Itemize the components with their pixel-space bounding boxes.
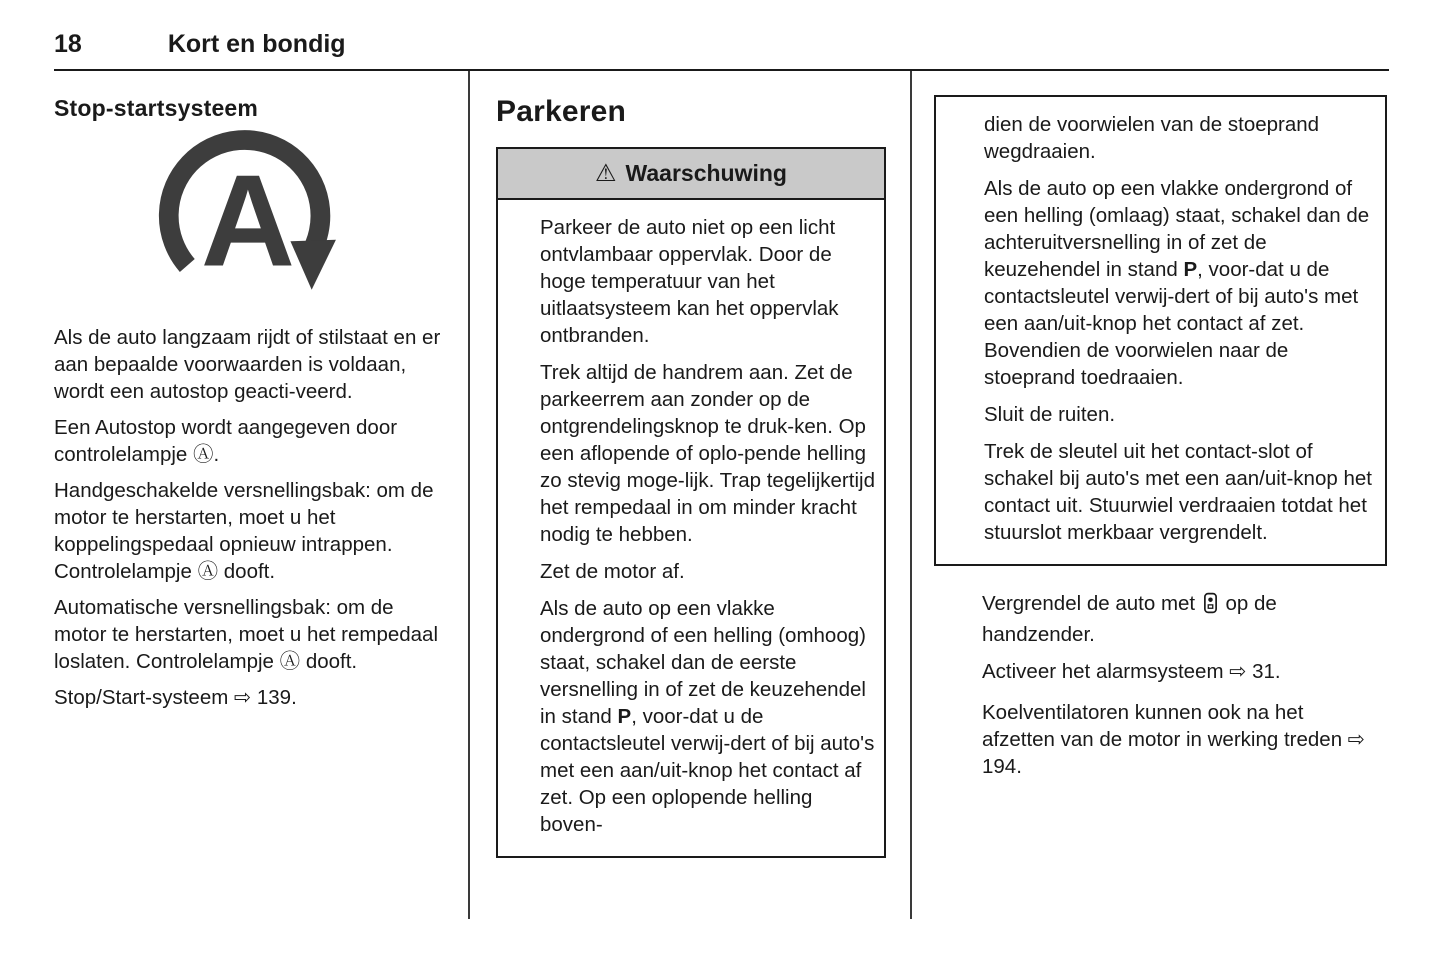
warning-bullet-text: Trek altijd de handrem aan. Zet de parkeerrem aan zonder op de ontgrendelingsknop te druk-ken. Op een aflopende of oplo-pende helling zo stevig moge-lijk. Trap tegelijkertijd het rempedaal in om minder kracht nodig te hebben. <box>540 361 875 546</box>
lock-bullet-text <box>982 590 1371 648</box>
text-fragment: , voor-dat u de contactsleutel verwij-dert of bij auto's met een aan/uit-knop het contact af zet. Op een oplopende helling boven- <box>540 705 875 836</box>
bullet-marker <box>936 401 984 428</box>
warning-bullet-text: Trek de sleutel uit het contact-slot of schakel bij auto's met een aan/uit-knop het contact uit. Stuurwiel verdraaien totdat het stuurslot merkbaar vergrendelt. <box>984 440 1372 544</box>
warning-text <box>984 175 1373 391</box>
warning-bullet <box>504 595 876 838</box>
bullet-marker <box>504 359 540 548</box>
bullet-marker <box>504 595 540 838</box>
paragraph: Als de auto langzaam rijdt of stilstaat en er aan bepaalde voorwaarden is voldaan, wordt een autostop geacti-veerd. <box>54 326 441 403</box>
section-heading-stop-start: Stop-startsysteem <box>54 95 259 121</box>
autostop-icon-svg <box>112 129 390 311</box>
bullet-marker <box>936 438 984 546</box>
column-stop-start <box>54 71 468 919</box>
warning-bullet-text: Zet de motor af. <box>540 560 685 583</box>
fans-bullet-text: Koelventilatoren kunnen ook na het afzetten van de motor in werking treden ⇨ 194. <box>982 701 1365 778</box>
autostop-letter: A <box>200 147 296 294</box>
warning-triangle-icon: ⚠ <box>595 160 617 187</box>
page-header <box>54 0 1389 71</box>
bullet-marker <box>934 590 982 648</box>
warning-continuation-paragraph <box>936 111 1373 165</box>
alarm-paragraph: Activeer het alarmsysteem ⇨ 31. <box>982 660 1281 683</box>
remote-key-icon <box>1203 592 1218 621</box>
warning-bullet <box>936 438 1373 546</box>
bullet-marker <box>934 699 982 780</box>
warning-body <box>498 200 884 856</box>
warning-continuation-paragraph <box>936 175 1373 391</box>
warning-title: Waarschuwing <box>625 160 787 186</box>
gear-position-p: P <box>617 705 632 728</box>
warning-continuation-box <box>934 95 1387 566</box>
warning-bullet-text: Parkeer de auto niet op een licht ontvlambaar oppervlak. Door de hoge temperatuur van het uitlaatsysteem kan het oppervlak ontbranden. <box>540 216 839 347</box>
bullet-marker-hidden <box>936 111 984 165</box>
text-fragment: , voor-dat u de contactsleutel verwij-dert of bij auto's met een aan/uit-knop het contact af zet. Bovendien de voorwielen naar de stoeprand toedraaien. <box>984 258 1359 389</box>
warning-bullet <box>504 214 876 349</box>
column-parkeren <box>468 71 912 919</box>
text-fragment: Als de auto op een vlakke ondergrond of een helling (omhoog) staat, schakel dan de eerste versnelling in of zet de keuzehendel in stand <box>540 597 866 728</box>
gear-position-p: P <box>1183 258 1198 281</box>
cross-reference: Stop/Start-systeem ⇨ 139. <box>54 686 297 709</box>
warning-text: dien de voorwielen van de stoeprand wegdraaien. <box>984 113 1320 163</box>
content-columns <box>54 71 1389 919</box>
warning-bullet <box>504 359 876 548</box>
page-number: 18 <box>54 30 82 58</box>
section-heading-parkeren: Parkeren <box>496 95 627 128</box>
autostop-icon <box>54 132 448 308</box>
warning-bullet-text <box>540 595 876 838</box>
warning-bullet-text: Sluit de ruiten. <box>984 403 1116 426</box>
warning-box <box>496 147 886 858</box>
fans-bullet <box>934 699 1371 780</box>
paragraph: Handgeschakelde versnellingsbak: om de motor te herstarten, moet u het koppelingspedaal opnieuw intrappen. Controlelampje Ⓐ dooft. <box>54 479 434 583</box>
text-fragment: Vergrendel de auto met <box>982 592 1196 615</box>
warning-header <box>498 149 884 200</box>
bullet-marker-hidden <box>936 175 984 391</box>
bullet-marker <box>504 558 540 585</box>
warning-bullet <box>936 401 1373 428</box>
chapter-title: Kort en bondig <box>167 30 346 58</box>
after-warning-section <box>934 590 1387 780</box>
text-fragment: Als de auto op een vlakke ondergrond of een helling (omlaag) staat, schakel dan de achteruitversnelling in of zet de keuzehendel in stand <box>984 177 1370 281</box>
paragraph: Een Autostop wordt aangegeven door controlelampje Ⓐ. <box>54 416 398 466</box>
column-warning-continued <box>912 71 1389 919</box>
paragraph: Automatische versnellingsbak: om de motor te herstarten, moet u het rempedaal loslaten. Controlelampje Ⓐ dooft. <box>54 596 439 673</box>
warning-bullet <box>504 558 876 585</box>
lock-bullet <box>934 590 1371 648</box>
text-fragment: op de handzender. <box>982 592 1277 646</box>
bullet-marker <box>504 214 540 349</box>
